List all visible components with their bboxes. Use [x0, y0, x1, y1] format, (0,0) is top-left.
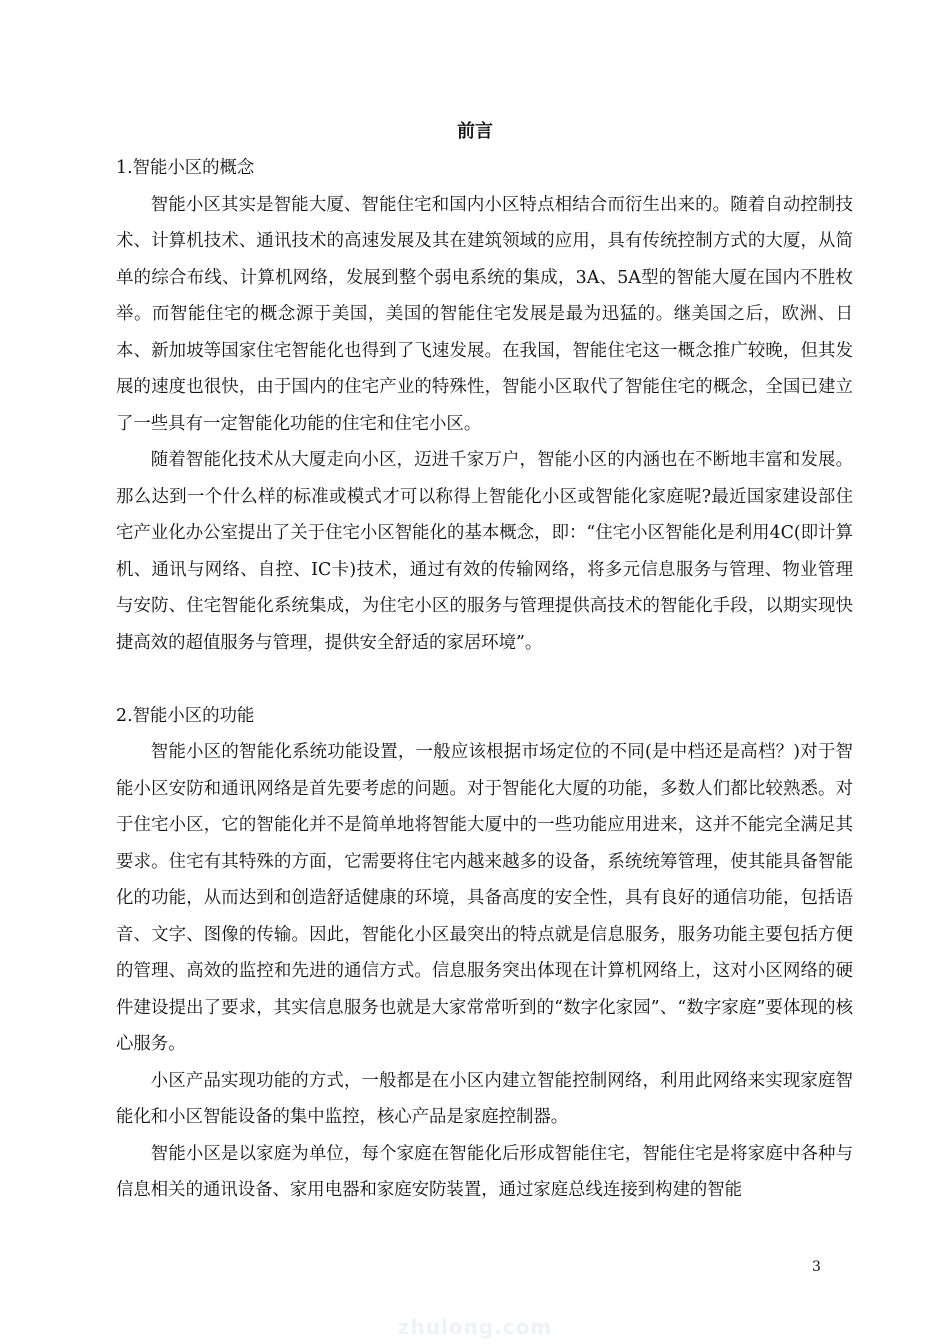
- paragraph: 小区产品实现功能的方式，一般都是在小区内建立智能控制网络，利用此网络来实现家庭智能化和小区智能设备的集中监控，核心产品是家庭控制器。: [116, 1070, 853, 1127]
- paragraph: 智能小区是以家庭为单位，每个家庭在智能化后形成智能住宅，智能住宅是将家庭中各种与信息相关的通讯设备、家用电器和家庭安防装置，通过家庭总线连接到构建的智能: [116, 1143, 853, 1200]
- page-number: 3: [812, 1259, 821, 1275]
- section-heading-function: 2.智能小区的功能: [116, 705, 255, 726]
- paragraph: 智能小区的智能化系统功能设置，一般应该根据市场定位的不同(是中档还是高档？)对于智能小区安防和通讯网络是首先要考虑的问题。对于智能化大厦的功能，多数人们都比较熟悉。对于住宅小区，它的智能化并不是简单地将智能大厦中的一些功能应用进来，这并不能完全满足其要求。住宅有其特殊的方面，它需要将住宅内越来越多的设备，系统统筹管理，使其能具备智能化的功能，从而达到和创造舒适健康的环境，具备高度的安全性，具有良好的通信功能，包括语音、文字、图像的传输。因此，智能化小区最突出的特点就是信息服务，服务功能主要包括方便的管理、高效的监控和先进的通信方式。信息服务突出体现在计算机网络上，这对小区网络的硬件建设提出了要求，其实信息服务也就是大家常常听到的“数字化家园”、“数字家庭”要体现的核心服务。: [116, 742, 853, 1054]
- section-spacer: [116, 661, 853, 698]
- watermark: zhulong.com: [397, 1315, 553, 1339]
- document-body: [116, 150, 853, 1209]
- paragraph: 智能小区其实是智能大厦、智能住宅和国内小区特点相结合而衍生出来的。随着自动控制技术、计算机技术、通讯技术的高速发展及其在建筑领域的应用，具有传统控制方式的大厦，从简单的综合布线、计算机网络，发展到整个弱电系统的集成，3A、5A型的智能大厦在国内不胜枚举。而智能住宅的概念源于美国，美国的智能住宅发展是最为迅猛的。继美国之后，欧洲、日本、新加坡等国家住宅智能化也得到了飞速发展。在我国，智能住宅这一概念推广较晚，但其发展的速度也很快，由于国内的住宅产业的特殊性，智能小区取代了智能住宅的概念，全国已建立了一些具有一定智能化功能的住宅和住宅小区。: [116, 194, 853, 434]
- section-heading-concept: 1.智能小区的概念: [116, 158, 255, 178]
- paragraph: 随着智能化技术从大厦走向小区，迈进千家万户，智能小区的内涵也在不断地丰富和发展。那么达到一个什么样的标准或模式才可以称得上智能化小区或智能化家庭呢?最近国家建设部住宅产业化办公室提出了关于住宅小区智能化的基本概念，即：“住宅小区智能化是利用4C(即计算机、通讯与网络、自控、IC卡)技术，通过有效的传输网络，将多元信息服务与管理、物业管理与安防、住宅智能化系统集成，为住宅小区的服务与管理提供高技术的智能化手段，以期实现快捷高效的超值服务与管理，提供安全舒适的家居环境”。: [116, 450, 853, 653]
- page-title: 前言: [457, 121, 493, 142]
